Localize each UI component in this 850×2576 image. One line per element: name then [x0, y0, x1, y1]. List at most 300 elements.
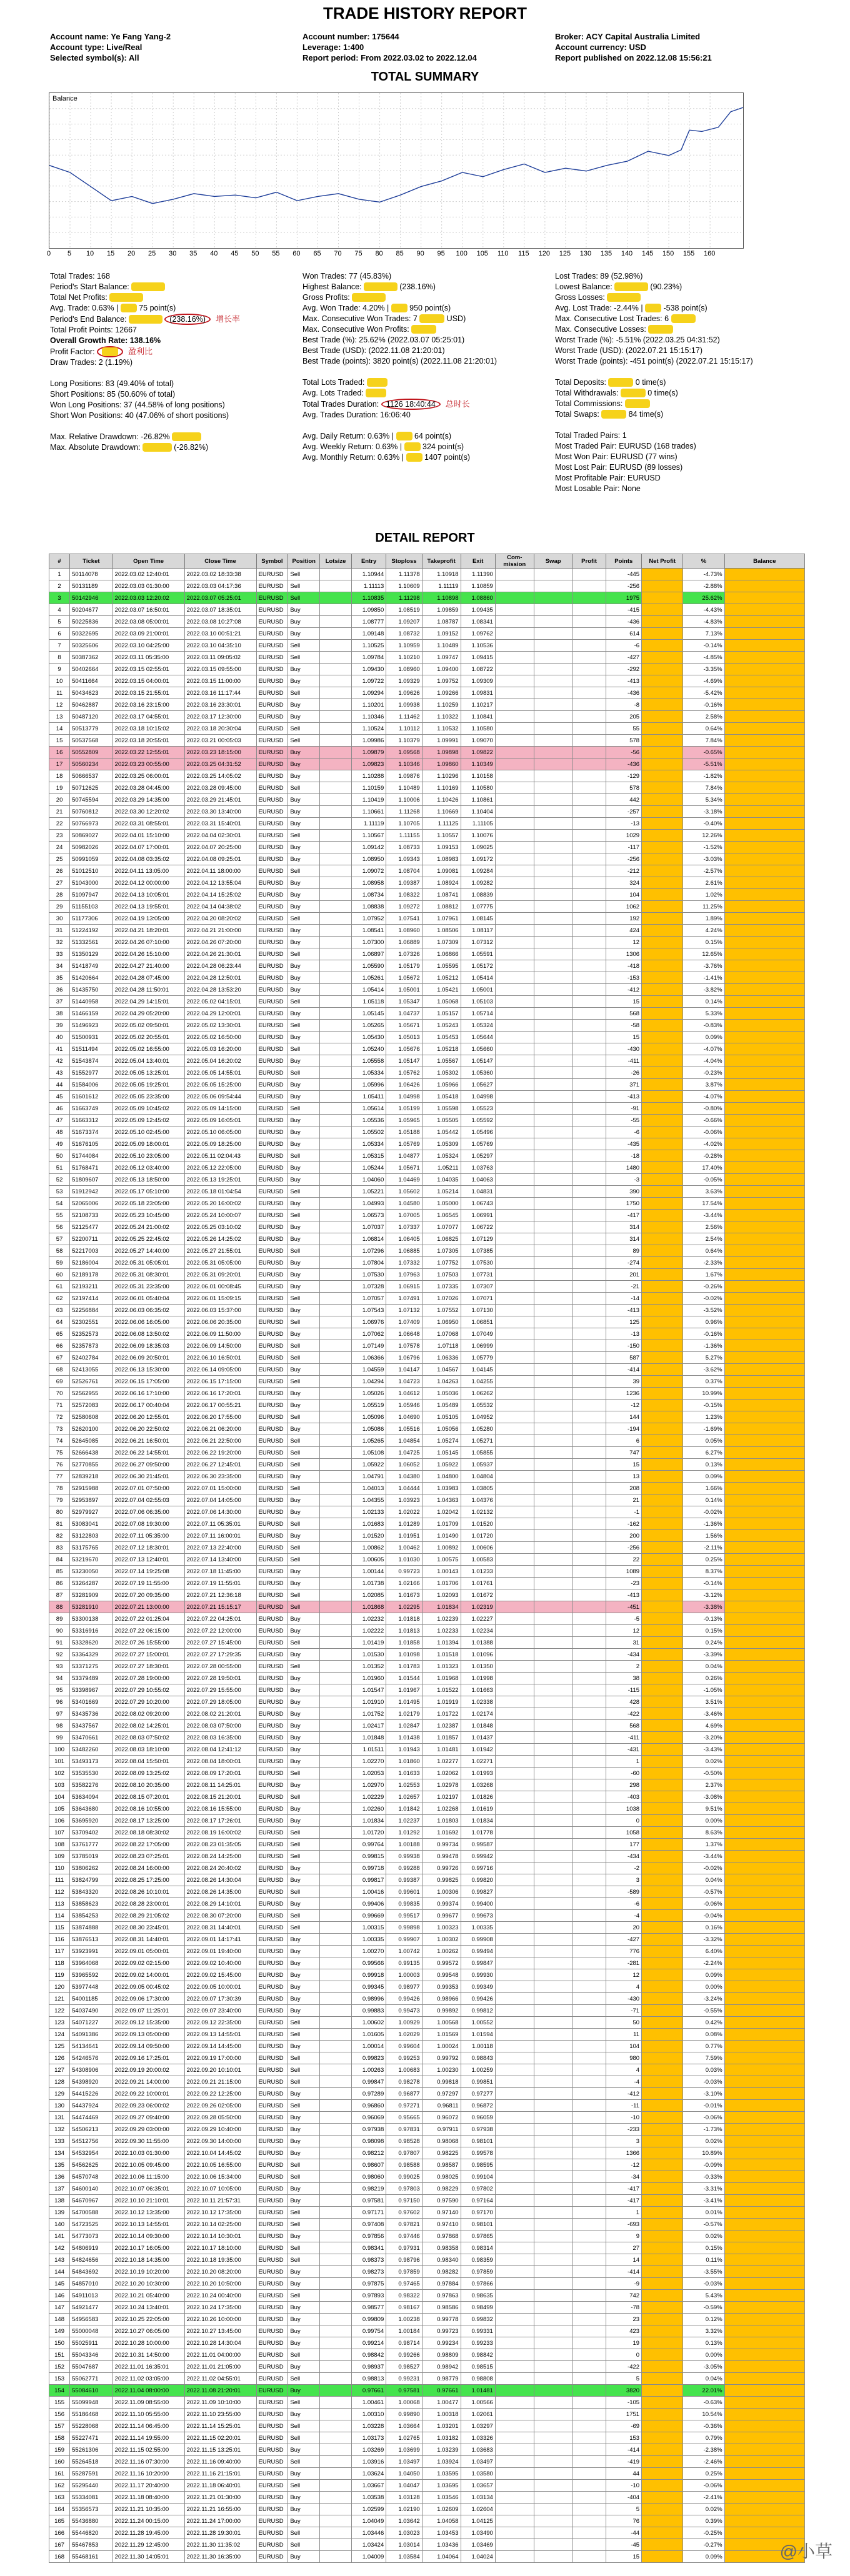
table-cell: 1.01544	[386, 1673, 422, 1684]
table-cell	[534, 652, 572, 664]
stat-total-swaps: Total Swaps: 0000 84 time(s)	[555, 410, 664, 419]
table-cell: 21	[49, 806, 70, 818]
table-row	[49, 1898, 805, 1910]
table-cell: 1.07118	[422, 1340, 461, 1352]
table-cell	[724, 1637, 804, 1649]
table-cell: 2022.03.16 11:17:44	[184, 687, 256, 699]
table-cell: Sell	[288, 592, 320, 604]
table-cell	[534, 2278, 572, 2290]
table-cell: 53219670	[70, 1554, 113, 1566]
table-cell: 1.05056	[422, 1423, 461, 1435]
table-cell: 5	[606, 2373, 641, 2385]
table-cell: Sell	[288, 2207, 320, 2219]
table-cell: 1.05627	[461, 1079, 495, 1091]
table-cell: 0.99214	[351, 2337, 386, 2349]
table-cell: -0.55%	[683, 2005, 724, 2017]
table-cell: 1.06991	[461, 1210, 495, 1221]
table-cell: -0.40%	[683, 818, 724, 830]
table-cell	[534, 2539, 572, 2551]
table-cell: EURUSD	[256, 664, 288, 675]
table-cell: 55264518	[70, 2456, 113, 2468]
table-cell	[572, 1115, 606, 1126]
table-cell: 1.04050	[386, 2468, 422, 2480]
table-cell	[642, 1815, 683, 1827]
table-cell: EURUSD	[256, 1601, 288, 1613]
table-cell: Sell	[288, 2076, 320, 2088]
table-cell: 2022.04.13 10:05:01	[112, 889, 184, 901]
table-cell: 1.02234	[461, 1625, 495, 1637]
table-cell	[495, 675, 534, 687]
table-cell: Sell	[288, 1839, 320, 1851]
table-cell: -3.32%	[683, 1934, 724, 1946]
table-cell	[572, 2052, 606, 2064]
table-cell: EURUSD	[256, 1245, 288, 1257]
table-cell	[534, 1934, 572, 1946]
stats-col-2	[302, 271, 497, 463]
table-cell	[572, 937, 606, 948]
table-cell: -2.33%	[683, 1257, 724, 1269]
table-cell	[534, 640, 572, 652]
table-cell	[320, 652, 352, 664]
table-cell: Buy	[288, 1055, 320, 1067]
table-cell	[320, 1423, 352, 1435]
stat-total-commissions: Total Commissions: 0000	[555, 399, 753, 409]
table-cell: 1.03546	[422, 2492, 461, 2504]
table-cell: 1.07026	[422, 1293, 461, 1305]
table-cell	[572, 1233, 606, 1245]
table-cell	[572, 1150, 606, 1162]
table-cell	[534, 1874, 572, 1886]
table-cell	[724, 865, 804, 877]
table-cell	[495, 877, 534, 889]
table-cell: -3.55%	[683, 2266, 724, 2278]
table-row	[49, 960, 805, 972]
table-cell	[495, 1506, 534, 1518]
table-cell: 1750	[606, 1198, 641, 1210]
table-row	[49, 1732, 805, 1744]
table-cell	[534, 1554, 572, 1566]
table-cell: 2022.05.18 23:05:00	[112, 1198, 184, 1210]
table-cell: 148	[49, 2314, 70, 2325]
table-cell	[534, 1589, 572, 1601]
table-cell: 53482260	[70, 1744, 113, 1756]
table-cell	[642, 1186, 683, 1198]
table-cell: 52189178	[70, 1269, 113, 1281]
table-cell	[534, 2100, 572, 2112]
table-cell: 1.10580	[461, 782, 495, 794]
table-cell: EURUSD	[256, 1851, 288, 1862]
table-cell	[534, 2005, 572, 2017]
table-cell: EURUSD	[256, 1174, 288, 1186]
table-cell	[724, 1376, 804, 1388]
table-cell: Buy	[288, 1162, 320, 1174]
table-cell	[572, 1910, 606, 1922]
table-cell	[572, 1851, 606, 1862]
table-cell	[572, 1186, 606, 1198]
table-cell: 0.97807	[386, 2147, 422, 2159]
table-cell	[534, 818, 572, 830]
table-cell: 1.05036	[422, 1388, 461, 1400]
table-cell: -411	[606, 1732, 641, 1744]
table-cell	[534, 2325, 572, 2337]
table-cell: 54773073	[70, 2230, 113, 2242]
table-cell: 153	[49, 2373, 70, 2385]
table-cell	[724, 616, 804, 628]
table-cell	[320, 2349, 352, 2361]
table-cell	[724, 2314, 804, 2325]
table-cell: Sell	[288, 1340, 320, 1352]
table-cell: 2022.10.10 21:10:01	[112, 2195, 184, 2207]
table-row	[49, 1578, 805, 1589]
table-cell	[320, 1032, 352, 1043]
table-cell: Buy	[288, 1957, 320, 1969]
table-cell: 2022.10.19 10:20:00	[112, 2266, 184, 2278]
table-cell: Buy	[288, 2515, 320, 2527]
table-cell	[320, 1067, 352, 1079]
table-row	[49, 2230, 805, 2242]
table-cell: 53328620	[70, 1637, 113, 1649]
table-cell	[534, 1067, 572, 1079]
table-cell	[572, 1934, 606, 1946]
table-cell: 1.04993	[351, 1198, 386, 1210]
table-cell: 1.09859	[422, 604, 461, 616]
table-cell: 0.99907	[386, 1934, 422, 1946]
table-cell: 0.99847	[351, 2076, 386, 2088]
table-cell	[534, 664, 572, 675]
table-cell: 157	[49, 2420, 70, 2432]
table-cell: 0.99812	[461, 2005, 495, 2017]
table-cell: -0.02%	[683, 1506, 724, 1518]
table-cell: 0.99578	[461, 2147, 495, 2159]
table-cell	[495, 2195, 534, 2207]
table-cell: 2022.04.14 04:38:02	[184, 901, 256, 913]
table-row	[49, 711, 805, 723]
table-cell: 2022.08.15 21:20:01	[184, 1791, 256, 1803]
table-cell: 1.08960	[386, 664, 422, 675]
table-cell	[572, 1494, 606, 1506]
table-cell: 1	[606, 2207, 641, 2219]
table-cell: 2022.05.02 04:15:01	[184, 996, 256, 1008]
table-cell	[320, 1447, 352, 1459]
table-cell: 2022.07.27 15:00:01	[112, 1649, 184, 1661]
table-cell	[572, 1744, 606, 1756]
table-cell: -10	[606, 2480, 641, 2492]
table-cell	[534, 1162, 572, 1174]
table-cell: EURUSD	[256, 1957, 288, 1969]
table-cell	[534, 1352, 572, 1364]
table-cell	[642, 1910, 683, 1922]
account-name: Account name: Ye Fang Yang-2	[50, 32, 171, 41]
table-cell	[495, 1601, 534, 1613]
table-cell: 1.04063	[461, 1174, 495, 1186]
table-cell: Sell	[288, 1020, 320, 1032]
table-cell: EURUSD	[256, 1827, 288, 1839]
table-row	[49, 2076, 805, 2088]
table-cell: -45	[606, 2539, 641, 2551]
table-cell: Buy	[288, 842, 320, 853]
table-cell: 0.97581	[386, 2385, 422, 2397]
table-cell: EURUSD	[256, 1043, 288, 1055]
table-cell: Buy	[288, 794, 320, 806]
table-cell: EURUSD	[256, 1210, 288, 1221]
table-cell: 1.08704	[386, 865, 422, 877]
table-cell	[534, 1720, 572, 1732]
table-cell: 0.98068	[422, 2136, 461, 2147]
table-row	[49, 1993, 805, 2005]
table-cell	[724, 2527, 804, 2539]
table-cell: 95	[49, 1684, 70, 1696]
table-cell: 93	[49, 1661, 70, 1673]
table-cell: 1.00552	[461, 2017, 495, 2029]
table-cell: 1.09415	[461, 652, 495, 664]
table-row	[49, 1079, 805, 1091]
table-cell: 69	[49, 1376, 70, 1388]
table-cell: EURUSD	[256, 1673, 288, 1684]
table-cell: -0.50%	[683, 1768, 724, 1779]
table-cell: 2022.08.09 13:25:02	[112, 1768, 184, 1779]
table-row	[49, 2468, 805, 2480]
table-cell: -4	[606, 2076, 641, 2088]
table-cell: EURUSD	[256, 1138, 288, 1150]
table-cell: 1.02270	[351, 1756, 386, 1768]
table-cell: -412	[606, 984, 641, 996]
table-cell: 1.03763	[461, 1162, 495, 1174]
table-cell: 2022.04.26 07:10:00	[112, 937, 184, 948]
table-cell	[724, 1530, 804, 1542]
table-cell: 2022.05.18 01:04:54	[184, 1186, 256, 1198]
table-row	[49, 1589, 805, 1601]
table-cell	[534, 1530, 572, 1542]
table-cell: 2022.10.24 17:35:00	[184, 2302, 256, 2314]
table-cell: 0.12%	[683, 2314, 724, 2325]
table-cell: EURUSD	[256, 2290, 288, 2302]
table-cell	[642, 889, 683, 901]
table-cell: 2022.06.14 09:05:00	[184, 1364, 256, 1376]
table-cell	[642, 1518, 683, 1530]
table-cell	[534, 2373, 572, 2385]
table-cell: 0.97859	[386, 2266, 422, 2278]
table-cell: 2022.03.11 09:05:02	[184, 652, 256, 664]
table-cell: 1.05414	[461, 972, 495, 984]
table-row	[49, 937, 805, 948]
table-cell: Sell	[288, 1601, 320, 1613]
table-cell	[642, 1032, 683, 1043]
table-cell	[572, 1435, 606, 1447]
table-cell: 35	[49, 972, 70, 984]
table-cell: 119	[49, 1969, 70, 1981]
table-cell: 27	[49, 877, 70, 889]
table-cell	[642, 1459, 683, 1471]
table-cell	[320, 2444, 352, 2456]
table-cell	[534, 2017, 572, 2029]
table-cell: 1.09207	[386, 616, 422, 628]
table-cell	[534, 1103, 572, 1115]
table-cell: 1.01289	[386, 1518, 422, 1530]
table-cell	[572, 2302, 606, 2314]
table-cell: 2022.05.09 18:00:01	[112, 1138, 184, 1150]
table-cell	[724, 580, 804, 592]
table-cell: 2022.03.07 18:35:01	[184, 604, 256, 616]
table-cell: 1.06851	[461, 1316, 495, 1328]
table-cell: 1.01547	[351, 1684, 386, 1696]
table-cell: 1.03916	[351, 2456, 386, 2468]
table-cell: EURUSD	[256, 2076, 288, 2088]
table-cell: 0.98499	[461, 2302, 495, 2314]
table-cell: 4.24%	[683, 925, 724, 937]
table-cell: 1.01813	[386, 1625, 422, 1637]
table-cell: 2022.06.10 16:50:01	[184, 1352, 256, 1364]
table-cell: 12.65%	[683, 948, 724, 960]
table-cell	[320, 1862, 352, 1874]
table-cell: -0.33%	[683, 2171, 724, 2183]
table-cell: -2.88%	[683, 580, 724, 592]
table-cell: 1.11298	[386, 592, 422, 604]
table-cell: -1.73%	[683, 2124, 724, 2136]
table-cell	[724, 2385, 804, 2397]
table-cell	[495, 580, 534, 592]
table-cell	[495, 1305, 534, 1316]
table-cell: 146	[49, 2290, 70, 2302]
table-cell	[572, 1411, 606, 1423]
table-cell: 1.08117	[461, 925, 495, 937]
table-cell	[534, 1328, 572, 1340]
table-cell: 1.00742	[386, 1946, 422, 1957]
table-cell: -23	[606, 1578, 641, 1589]
table-cell: 1.00302	[422, 1934, 461, 1946]
table-cell: -256	[606, 580, 641, 592]
table-cell: 2022.06.01 15:09:15	[184, 1293, 256, 1305]
table-cell	[642, 1055, 683, 1067]
table-cell: 1.05147	[386, 1055, 422, 1067]
table-cell	[320, 1898, 352, 1910]
table-cell	[572, 960, 606, 972]
table-cell: 0.99898	[386, 1922, 422, 1934]
table-cell	[642, 1578, 683, 1589]
table-cell: 1.05145	[422, 1447, 461, 1459]
table-row	[49, 1661, 805, 1673]
table-cell	[724, 2005, 804, 2017]
table-cell: 2022.10.18 19:35:00	[184, 2254, 256, 2266]
table-cell: 2022.09.16 17:25:01	[112, 2052, 184, 2064]
table-cell	[724, 1091, 804, 1103]
table-cell: -451	[606, 1601, 641, 1613]
table-cell: 2022.07.27 15:45:00	[184, 1637, 256, 1649]
table-cell: 2022.10.14 02:25:00	[184, 2219, 256, 2230]
table-cell: 2022.03.10 04:25:00	[112, 640, 184, 652]
table-cell: 50225836	[70, 616, 113, 628]
table-cell	[495, 901, 534, 913]
table-cell	[642, 2480, 683, 2492]
table-cell: Buy	[288, 604, 320, 616]
table-cell	[534, 628, 572, 640]
table-cell: 2	[606, 1661, 641, 1673]
table-cell	[572, 2242, 606, 2254]
table-cell: Buy	[288, 2112, 320, 2124]
table-cell: 2022.03.16 23:15:00	[112, 699, 184, 711]
table-cell: 167	[49, 2539, 70, 2551]
table-cell: 1.10580	[461, 723, 495, 735]
table-cell	[495, 1388, 534, 1400]
table-cell	[320, 1566, 352, 1578]
table-cell	[572, 1293, 606, 1305]
table-cell: 2022.08.24 20:40:02	[184, 1862, 256, 1874]
table-cell: 23	[49, 830, 70, 842]
table-cell	[572, 901, 606, 913]
table-cell: -21	[606, 1281, 641, 1293]
table-cell: 54532954	[70, 2147, 113, 2159]
table-cell: 2022.09.14 09:50:00	[112, 2041, 184, 2052]
table-cell: 52125477	[70, 1221, 113, 1233]
stat-won-trades: Won Trades: 77 (45.83%)	[302, 272, 392, 281]
table-cell: 1.11268	[386, 806, 422, 818]
table-cell: EURUSD	[256, 1162, 288, 1174]
x-tick-label: 55	[272, 250, 280, 257]
table-cell: -0.03%	[683, 2278, 724, 2290]
table-cell: -434	[606, 1649, 641, 1661]
table-cell: 2022.09.05 00:45:02	[112, 1981, 184, 1993]
table-cell: 0.02%	[683, 1756, 724, 1768]
table-cell: 1.04376	[461, 1494, 495, 1506]
table-cell	[320, 1091, 352, 1103]
table-cell: 0.98341	[351, 2242, 386, 2254]
table-cell	[320, 2183, 352, 2195]
table-cell: 2022.08.24 14:25:00	[184, 1851, 256, 1862]
table-row	[49, 853, 805, 865]
table-cell: 51097947	[70, 889, 113, 901]
table-cell: -0.16%	[683, 699, 724, 711]
table-cell	[724, 1803, 804, 1815]
table-cell: -422	[606, 1708, 641, 1720]
table-cell: 0.01%	[683, 2207, 724, 2219]
table-cell	[642, 1542, 683, 1554]
table-cell: 61	[49, 1281, 70, 1293]
table-cell: 53230050	[70, 1566, 113, 1578]
table-cell: 1.01993	[461, 1768, 495, 1779]
table-cell: Sell	[288, 2219, 320, 2230]
table-cell: 1.01518	[422, 1649, 461, 1661]
table-cell	[572, 1969, 606, 1981]
table-cell: 1.10944	[351, 569, 386, 580]
table-cell: 160	[49, 2456, 70, 2468]
table-cell: 1.09142	[351, 842, 386, 853]
table-cell: 1.08924	[422, 877, 461, 889]
table-cell	[642, 2349, 683, 2361]
table-cell: 0.99820	[461, 1874, 495, 1886]
table-cell: 51350129	[70, 948, 113, 960]
table-row	[49, 652, 805, 664]
table-cell	[724, 1328, 804, 1340]
table-cell: 1.04145	[461, 1364, 495, 1376]
table-cell	[572, 1032, 606, 1043]
table-cell: EURUSD	[256, 2492, 288, 2504]
table-cell: 86	[49, 1578, 70, 1589]
table-cell: 1.10661	[351, 806, 386, 818]
stat-max-relative-dd: Max. Relative Drawdown: -26.82% 00000	[50, 432, 240, 442]
table-cell	[320, 1768, 352, 1779]
table-cell	[495, 2041, 534, 2052]
table-cell: 2022.11.30 14:05:01	[112, 2551, 184, 2563]
table-row	[49, 830, 805, 842]
column-header: Close Time	[184, 554, 256, 569]
table-cell: -0.36%	[683, 2420, 724, 2432]
table-cell: 1.10532	[422, 723, 461, 735]
table-cell	[495, 1210, 534, 1221]
table-cell: 3	[49, 592, 70, 604]
table-cell	[642, 913, 683, 925]
table-cell	[642, 1447, 683, 1459]
table-cell: 1.01761	[461, 1578, 495, 1589]
table-cell: 40	[49, 1032, 70, 1043]
